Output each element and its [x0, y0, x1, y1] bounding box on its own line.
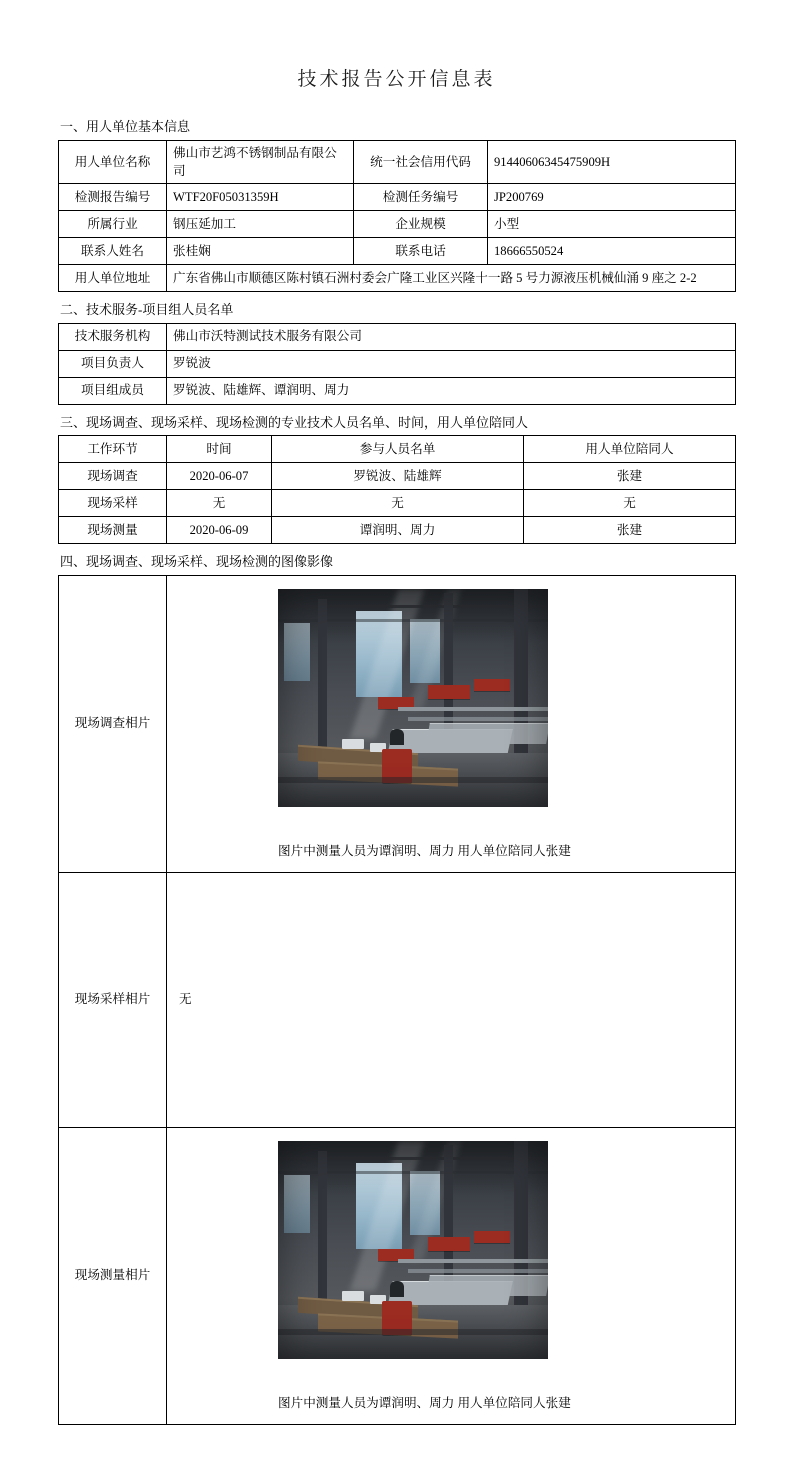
- service-team-table: [58, 323, 736, 405]
- stage-name: 现场调查: [59, 463, 167, 490]
- table-row: [59, 211, 736, 238]
- contact-name-label: 联系人姓名: [59, 238, 167, 265]
- table-row: [59, 238, 736, 265]
- table-row: [59, 323, 736, 350]
- fieldwork-schedule-table: [58, 435, 736, 544]
- report-no-label: 检测报告编号: [59, 184, 167, 211]
- industry-label: 所属行业: [59, 211, 167, 238]
- stage-participants: 谭润明、周力: [272, 517, 524, 544]
- stage-participants: 无: [272, 490, 524, 517]
- credit-code-value: 91440606345475909H: [488, 140, 736, 184]
- stage-date: 2020-06-07: [167, 463, 272, 490]
- stage-escort: 无: [524, 490, 736, 517]
- survey-photo-label: 现场调查相片: [59, 575, 167, 872]
- table-row: [59, 517, 736, 544]
- measurement-photo-image: [278, 1141, 548, 1359]
- contact-phone-value: 18666550524: [488, 238, 736, 265]
- table-row: [59, 377, 736, 404]
- stage-participants: 罗锐波、陆雄辉: [272, 463, 524, 490]
- industry-value: 钢压延加工: [167, 211, 354, 238]
- table-row: [59, 265, 736, 292]
- stage-name: 现场测量: [59, 517, 167, 544]
- table-row: [59, 1127, 736, 1424]
- col-header-participants: 参与人员名单: [272, 436, 524, 463]
- project-members-label: 项目组成员: [59, 377, 167, 404]
- project-leader-value: 罗锐波: [167, 350, 736, 377]
- address-value: 广东省佛山市顺德区陈村镇石洲村委会广隆工业区兴隆十一路 5 号力源液压机械仙涌 9 座之 2-2: [167, 265, 736, 292]
- survey-photo-cell: [167, 575, 736, 872]
- section-1-heading: 一、用人单位基本信息: [60, 119, 191, 134]
- measurement-photo-cell: [167, 1127, 736, 1424]
- table-row: [59, 463, 736, 490]
- stage-date: 无: [167, 490, 272, 517]
- section-2-heading: 二、技术服务-项目组人员名单: [60, 302, 234, 317]
- sampling-photo-cell: [167, 872, 736, 1127]
- measurement-photo-label: 现场测量相片: [59, 1127, 167, 1424]
- stage-escort: 张建: [524, 463, 736, 490]
- project-members-value: 罗锐波、陆雄辉、谭润明、周力: [167, 377, 736, 404]
- project-leader-label: 项目负责人: [59, 350, 167, 377]
- stage-date: 2020-06-09: [167, 517, 272, 544]
- address-label: 用人单位地址: [59, 265, 167, 292]
- field-photos-table: [58, 575, 736, 1425]
- task-no-label: 检测任务编号: [354, 184, 488, 211]
- table-row: [59, 350, 736, 377]
- table-row: [59, 184, 736, 211]
- sampling-photo-empty-text: 无: [179, 992, 192, 1007]
- report-no-value: WTF20F05031359H: [167, 184, 354, 211]
- employer-info-table: [58, 140, 736, 293]
- scale-label: 企业规模: [354, 211, 488, 238]
- survey-photo-image: [278, 589, 548, 807]
- table-row: [59, 140, 736, 184]
- col-header-date: 时间: [167, 436, 272, 463]
- contact-name-value: 张桂娴: [167, 238, 354, 265]
- employer-name-label: 用人单位名称: [59, 140, 167, 184]
- section-4-heading: 四、现场调查、现场采样、现场检测的图像影像: [60, 554, 334, 569]
- service-org-value: 佛山市沃特测试技术服务有限公司: [167, 323, 736, 350]
- stage-name: 现场采样: [59, 490, 167, 517]
- stage-escort: 张建: [524, 517, 736, 544]
- employer-name-value: 佛山市艺鸿不锈钢制品有限公司: [167, 140, 354, 184]
- measurement-photo-caption: 图片中测量人员为谭润明、周力 用人单位陪同人张建: [278, 1396, 571, 1411]
- contact-phone-label: 联系电话: [354, 238, 488, 265]
- table-row: [59, 575, 736, 872]
- table-header-row: [59, 436, 736, 463]
- col-header-escort: 用人单位陪同人: [524, 436, 736, 463]
- service-org-label: 技术服务机构: [59, 323, 167, 350]
- table-row: [59, 872, 736, 1127]
- sampling-photo-label: 现场采样相片: [59, 872, 167, 1127]
- task-no-value: JP200769: [488, 184, 736, 211]
- credit-code-label: 统一社会信用代码: [354, 140, 488, 184]
- section-3-heading: 三、现场调查、现场采样、现场检测的专业技术人员名单、时间，用人单位陪同人: [60, 414, 529, 430]
- scale-value: 小型: [488, 211, 736, 238]
- col-header-stage: 工作环节: [59, 436, 167, 463]
- page-title: 技术报告公开信息表: [297, 69, 496, 90]
- survey-photo-caption: 图片中测量人员为谭润明、周力 用人单位陪同人张建: [278, 844, 571, 859]
- table-row: [59, 490, 736, 517]
